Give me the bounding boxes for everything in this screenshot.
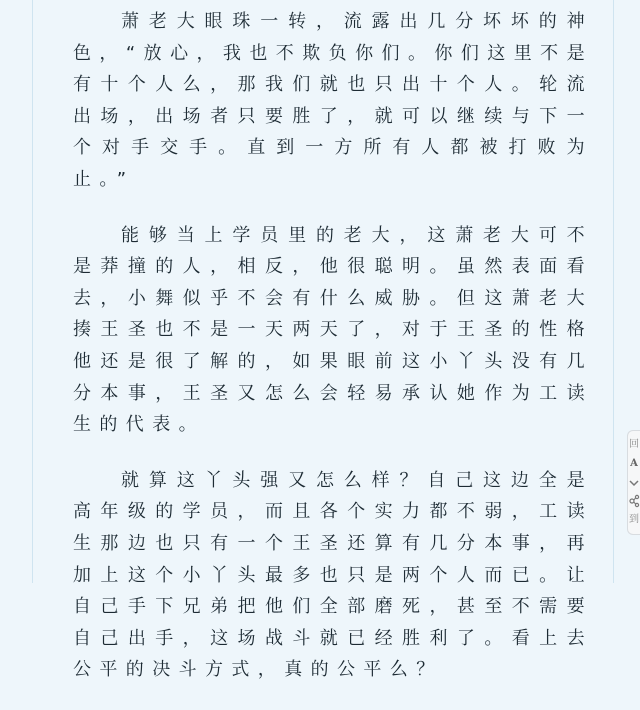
- goto-button[interactable]: [628, 512, 640, 528]
- font-size-icon: A: [630, 457, 638, 469]
- back-label: 回: [629, 439, 639, 450]
- chevron-down-icon: [629, 479, 639, 487]
- side-toolbar: [627, 430, 640, 535]
- paragraph-1: 萧老大眼珠一转，流露出几分坏坏的神色，“放心，我也不欺负你们。你们这里不是有十个人么，那我们就也只出十个人。轮流出场，出场者只要胜了，就可以继续与下一个对手交手。直到一方所有人都被打败为止。”: [73, 11, 593, 190]
- share-button[interactable]: [628, 493, 640, 509]
- paragraph-2: 能够当上学员里的老大，这萧老大可不是莽撞的人，相反，他很聪明。虽然表面看去，小舞似乎不会有什么威胁。但这萧老大揍王圣也不是一天两天了，对于王圣的性格他还是很了解的，如果眼前这小丫头没有几分本事，王圣又怎么会轻易承认她作为工读生的代表。: [73, 224, 593, 436]
- share-icon: [629, 495, 639, 507]
- paragraph-3: 就算这丫头强又怎么样？自己这边全是高年级的学员，而且各个实力都不弱，工读生那边也只有一个王圣还算有几分本事，再加上这个小丫头最多也只是两个人而已。让自己手下兄弟把他们全部磨死，甚至不需要自己出手，这场战斗就已经胜利了。看上去公平的决斗方式，真的公平么？: [73, 469, 593, 681]
- goto-label: 到: [629, 514, 639, 525]
- chevron-down-button[interactable]: [628, 475, 640, 491]
- font-size-button[interactable]: [628, 456, 640, 472]
- reader-page: [32, 0, 614, 681]
- article-body: [33, 0, 613, 710]
- back-button[interactable]: [628, 437, 640, 453]
